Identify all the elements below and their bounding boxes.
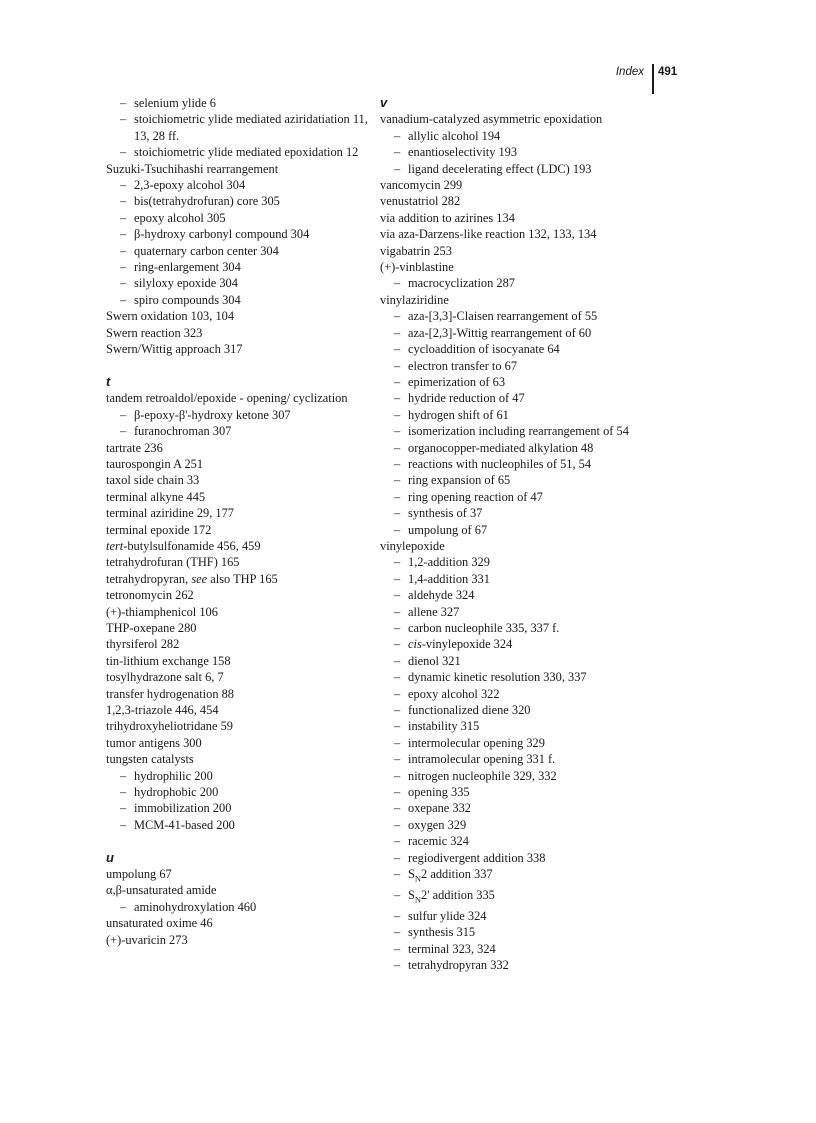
subentry-dash: –	[120, 227, 127, 242]
section-letter: u	[106, 849, 114, 865]
index-entry: tandem retroaldol/epoxide - opening/ cyclization	[106, 391, 348, 406]
subentry-dash: –	[120, 194, 127, 209]
index-entry: tumor antigens 300	[106, 735, 202, 750]
index-subentry: – oxepane 332	[394, 801, 471, 816]
index-subentry: – 1,2-addition 329	[394, 555, 490, 570]
subentry-dash: –	[394, 424, 401, 439]
subentry-dash: –	[394, 908, 401, 923]
index-subentry: – ligand decelerating effect (LDC) 193	[394, 161, 592, 176]
subentry-dash: –	[394, 276, 401, 291]
subentry-dash: –	[394, 604, 401, 619]
subentry-dash: –	[394, 555, 401, 570]
index-subentry: – dienol 321	[394, 653, 461, 668]
subentry-dash: –	[120, 801, 127, 816]
subentry-dash: –	[394, 653, 401, 668]
index-entry: 1,2,3-triazole 446, 454	[106, 703, 219, 718]
subentry-dash: –	[394, 489, 401, 504]
index-entry: taxol side chain 33	[106, 473, 200, 488]
index-entry: transfer hydrogenation 88	[106, 686, 234, 701]
index-entry: terminal alkyne 445	[106, 489, 206, 504]
index-subentry: – epoxy alcohol 305	[120, 210, 226, 225]
subentry-dash: –	[394, 785, 401, 800]
subentry-dash: –	[394, 522, 401, 537]
index-subentry: – cycloaddition of isocyanate 64	[394, 342, 560, 357]
index-subentry: – spiro compounds 304	[120, 292, 241, 307]
index-subentry: – reactions with nucleophiles of 51, 54	[394, 456, 592, 471]
index-entry: terminal aziridine 29, 177	[106, 506, 234, 521]
index-subentry: – synthesis 315	[394, 925, 476, 940]
index-subentry: – ring expansion of 65	[394, 473, 511, 488]
index-entry: via addition to azirines 134	[380, 210, 515, 225]
index-entry: taurospongin A 251	[106, 456, 204, 471]
subentry-dash: –	[394, 670, 401, 685]
subentry-dash: –	[120, 210, 127, 225]
subentry-dash: –	[394, 456, 401, 471]
section-title: Index	[615, 66, 644, 78]
subscript: N	[414, 873, 422, 884]
subentry-dash: –	[394, 621, 401, 635]
index-entry: tosylhydrazone salt 6, 7	[106, 670, 224, 685]
italic-term: cis	[408, 637, 422, 652]
subentry-dash: –	[120, 178, 127, 193]
index-subentry: – synthesis of 37	[394, 506, 483, 521]
index-entry: vinylaziridine	[380, 292, 449, 307]
subentry-dash: –	[394, 342, 401, 357]
subentry-dash: –	[120, 768, 127, 783]
index-subentry: – 1,4-addition 331	[394, 571, 490, 586]
section-letter: t	[106, 373, 111, 389]
index-entry: tert-butylsulfonamide 456, 459	[106, 538, 261, 553]
index-entry: terminal epoxide 172	[106, 522, 212, 537]
italic-term: see	[191, 571, 208, 586]
index-entry: THP-oxepane 280	[106, 620, 197, 635]
header-rule	[652, 64, 654, 94]
index-entry: tartrate 236	[106, 440, 163, 455]
index-entry: Suzuki-Tsuchihashi rearrangement	[106, 161, 279, 176]
index-subentry: – aza-[2,3]-Wittig rearrangement of 60	[394, 325, 592, 340]
subentry-dash: –	[394, 735, 401, 750]
subentry-dash: –	[394, 473, 401, 488]
index-subentry: – sulfur ylide 324	[394, 908, 487, 923]
index-entry: venustatriol 282	[380, 194, 461, 209]
index-entry: tungsten catalysts	[106, 752, 194, 767]
subentry-dash: –	[394, 752, 401, 767]
index-entry: tetrahydrofuran (THF) 165	[106, 555, 240, 570]
index-subentry: – allene 327	[394, 604, 460, 619]
index-entry: trihydroxyheliotridane 59	[106, 719, 233, 734]
index-entry: Swern oxidation 103, 104	[106, 309, 235, 324]
index-subentry: – opening 335	[394, 785, 470, 800]
index-subentry: – cis-vinylepoxide 324	[394, 637, 513, 652]
subentry-dash: –	[394, 358, 401, 373]
subentry-dash: –	[394, 309, 401, 324]
index-subentry: – dynamic kinetic resolution 330, 337	[394, 670, 587, 685]
index-subentry: – bis(tetrahydrofuran) core 305	[120, 194, 280, 209]
subentry-dash: –	[394, 801, 401, 816]
index-subentry: – furanochroman 307	[120, 424, 232, 439]
index-entry: (+)-uvaricin 273	[106, 932, 188, 947]
subentry-dash: –	[394, 407, 401, 422]
subentry-dash: –	[394, 850, 401, 865]
subentry-dash: –	[394, 703, 401, 718]
index-entry: vanadium-catalyzed asymmetric epoxidation	[380, 112, 603, 127]
index-subentry: – nitrogen nucleophile 329, 332	[394, 768, 557, 783]
index-subentry: – macrocyclization 287	[394, 276, 515, 291]
subscript: N	[414, 894, 422, 905]
subentry-dash: –	[120, 96, 127, 110]
subentry-dash: –	[394, 719, 401, 734]
index-subentry: – stoichiometric ylide mediated aziridatiation 11, 13, 28 ff.	[120, 112, 368, 143]
index-entry: vinylepoxide	[380, 538, 445, 553]
subentry-dash: –	[394, 391, 401, 406]
index-subentry: – hydrophobic 200	[120, 785, 219, 800]
subentry-dash: –	[120, 243, 127, 258]
index-subentry: – $S_N2$ addition 337	[394, 867, 493, 884]
index-subentry: – intermolecular opening 329	[394, 735, 545, 750]
subentry-dash: –	[394, 768, 401, 783]
subentry-dash: –	[394, 941, 401, 956]
subentry-dash: –	[120, 407, 127, 422]
index-entry: unsaturated oxime 46	[106, 916, 213, 931]
index-entry: tetrahydropyran, see also THP 165	[106, 571, 278, 586]
index-entry: vancomycin 299	[380, 178, 463, 193]
index-subentry: – intramolecular opening 331 f.	[394, 752, 556, 767]
index-entry: umpolung 67	[106, 867, 172, 882]
subentry-dash: –	[120, 260, 127, 275]
italic-term: tert	[106, 538, 124, 553]
subentry-dash: –	[394, 817, 401, 832]
subentry-dash: –	[120, 145, 127, 160]
index-column-right	[380, 95, 642, 973]
index-subentry: – regiodivergent addition 338	[394, 850, 546, 865]
subentry-dash: –	[120, 785, 127, 800]
index-entry: via aza-Darzens-like reaction 132, 133, 134	[380, 227, 597, 242]
index-subentry: – electron transfer to 67	[394, 358, 518, 373]
index-subentry: – aza-[3,3]-Claisen rearrangement of 55	[394, 309, 598, 324]
index-subentry: – β-hydroxy carbonyl compound 304	[120, 227, 310, 242]
subentry-dash: –	[394, 374, 401, 389]
index-subentry: – stoichiometric ylide mediated epoxidation 12	[120, 145, 359, 160]
index-subentry: – selenium ylide 6	[120, 96, 216, 110]
index-subentry: – hydride reduction of 47	[394, 391, 525, 406]
index-subentry: – aminohydroxylation 460	[120, 899, 257, 914]
index-subentry: – enantioselectivity 193	[394, 145, 518, 160]
page-number: 491	[658, 66, 678, 78]
index-entry: (+)-thiamphenicol 106	[106, 604, 218, 619]
subentry-dash: –	[394, 145, 401, 160]
subentry-dash: –	[120, 899, 127, 914]
subentry-dash: –	[394, 887, 401, 902]
subentry-dash: –	[394, 834, 401, 849]
index-subentry: – hydrogen shift of 61	[394, 407, 509, 422]
index-subentry: – isomerization including rearrangement of 54	[394, 424, 629, 439]
index-subentry: – racemic 324	[394, 834, 469, 849]
index-subentry: – functionalized diene 320	[394, 703, 531, 718]
subentry-dash: –	[120, 817, 127, 832]
index-entry: (+)-vinblastine	[380, 260, 454, 275]
subentry-dash: –	[394, 325, 401, 340]
index-subentry: – MCM-41-based 200	[120, 817, 235, 832]
subentry-dash: –	[120, 292, 127, 307]
index-subentry: – quaternary carbon center 304	[120, 243, 279, 258]
subentry-dash: –	[394, 686, 401, 701]
subentry-dash: –	[394, 128, 401, 143]
subentry-dash: –	[120, 276, 127, 291]
index-subentry: – terminal 323, 324	[394, 941, 496, 956]
index-subentry: – epoxy alcohol 322	[394, 686, 500, 701]
index-subentry: – epimerization of 63	[394, 374, 506, 389]
index-column-left	[106, 95, 368, 948]
index-subentry: – ring-enlargement 304	[120, 260, 241, 275]
index-subentry: – instability 315	[394, 719, 480, 734]
index-subentry: – allylic alcohol 194	[394, 128, 501, 143]
index-subentry: – ring opening reaction of 47	[394, 489, 543, 504]
index-subentry: – hydrophilic 200	[120, 768, 213, 783]
index-subentry: – β-epoxy-β'-hydroxy ketone 307	[120, 407, 291, 422]
index-subentry: – 2,3-epoxy alcohol 304	[120, 178, 246, 193]
index-subentry: – organocopper-mediated alkylation 48	[394, 440, 594, 455]
subentry-dash: –	[394, 867, 401, 882]
subentry-dash: –	[394, 440, 401, 455]
index-subentry: – carbon nucleophile 335, 337 f.	[394, 621, 560, 635]
subentry-dash: –	[394, 958, 401, 973]
index-subentry: – immobilization 200	[120, 801, 232, 816]
index-subentry: – $S_N2'$ addition 335	[394, 887, 495, 905]
index-entry: Swern reaction 323	[106, 325, 203, 340]
index-entry: Swern/Wittig approach 317	[106, 342, 243, 357]
index-subentry: – oxygen 329	[394, 817, 467, 832]
subentry-dash: –	[120, 112, 127, 127]
section-letter: v	[380, 95, 388, 110]
index-subentry: – umpolung of 67	[394, 522, 488, 537]
subentry-dash: –	[120, 424, 127, 439]
index-entry: tin-lithium exchange 158	[106, 653, 231, 668]
index-entry: tetronomycin 262	[106, 588, 194, 603]
subentry-dash: –	[394, 925, 401, 940]
subentry-dash: –	[394, 588, 401, 603]
index-subentry: – silyloxy epoxide 304	[120, 276, 238, 291]
index-entry: vigabatrin 253	[380, 243, 452, 258]
subentry-dash: –	[394, 506, 401, 521]
index-entry: thyrsiferol 282	[106, 637, 180, 652]
subentry-dash: –	[394, 637, 401, 652]
index-subentry: – tetrahydropyran 332	[394, 958, 509, 973]
index-entry: α,β-unsaturated amide	[106, 883, 217, 898]
subentry-dash: –	[394, 161, 401, 176]
subentry-dash: –	[394, 571, 401, 586]
index-subentry: – aldehyde 324	[394, 588, 475, 603]
